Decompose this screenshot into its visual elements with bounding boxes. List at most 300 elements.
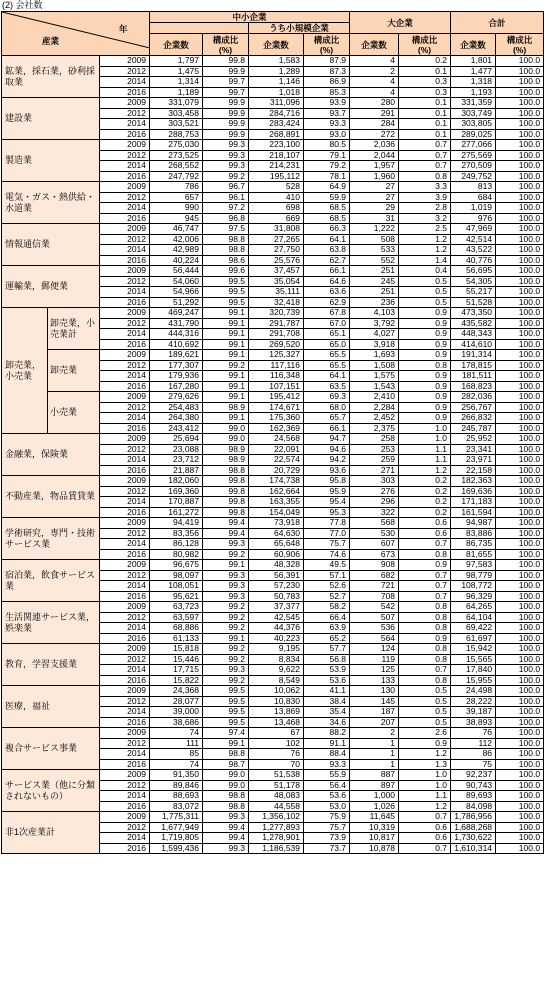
cell-small-ratio: 35.4 bbox=[304, 707, 350, 718]
cell-sme-ratio: 99.2 bbox=[203, 623, 249, 634]
cell-total-ratio: 100.0 bbox=[496, 791, 544, 802]
cell-total-count: 303,749 bbox=[451, 108, 496, 119]
cell-sme-ratio: 99.3 bbox=[203, 591, 249, 602]
cell-year: 2012 bbox=[100, 318, 150, 329]
cell-large-count: 533 bbox=[350, 245, 399, 256]
cell-total-count: 331,359 bbox=[451, 98, 496, 109]
table-row bbox=[2, 560, 544, 571]
cell-sme-count: 167,280 bbox=[150, 381, 203, 392]
cell-total-count: 86 bbox=[451, 749, 496, 760]
cell-sme-ratio: 99.8 bbox=[203, 507, 249, 518]
cell-small-count: 31,808 bbox=[249, 224, 304, 235]
cell-sme-count: 247,792 bbox=[150, 171, 203, 182]
cell-small-ratio: 62.9 bbox=[304, 297, 350, 308]
cell-small-count: 175,360 bbox=[249, 413, 304, 424]
cell-sme-ratio: 99.8 bbox=[203, 497, 249, 508]
cell-large-ratio: 0.8 bbox=[399, 612, 451, 623]
cell-large-count: 1,960 bbox=[350, 171, 399, 182]
cell-sme-ratio: 99.5 bbox=[203, 686, 249, 697]
cell-sme-count: 15,818 bbox=[150, 644, 203, 655]
cell-small-count: 1,018 bbox=[249, 87, 304, 98]
cell-large-ratio: 1.1 bbox=[399, 444, 451, 455]
cell-small-count: 125,327 bbox=[249, 350, 304, 361]
cell-year: 2012 bbox=[100, 234, 150, 245]
cell-large-count: 124 bbox=[350, 644, 399, 655]
cell-large-ratio: 0.8 bbox=[399, 171, 451, 182]
table-row bbox=[2, 686, 544, 697]
cell-small-count: 76 bbox=[249, 749, 304, 760]
header-small-ratio: 構成比 (%) bbox=[304, 34, 350, 56]
cell-sme-count: 303,521 bbox=[150, 119, 203, 130]
cell-small-ratio: 65.1 bbox=[304, 329, 350, 340]
cell-small-count: 163,355 bbox=[249, 497, 304, 508]
cell-total-ratio: 100.0 bbox=[496, 413, 544, 424]
industry-label: 製造業 bbox=[2, 140, 100, 182]
cell-small-ratio: 91.1 bbox=[304, 738, 350, 749]
header-large-count: 企業数 bbox=[350, 34, 399, 56]
cell-small-ratio: 57.7 bbox=[304, 644, 350, 655]
cell-sme-count: 95,621 bbox=[150, 591, 203, 602]
cell-large-ratio: 1.1 bbox=[399, 791, 451, 802]
cell-sme-ratio: 99.9 bbox=[203, 119, 249, 130]
cell-sme-count: 303,458 bbox=[150, 108, 203, 119]
cell-small-count: 1,146 bbox=[249, 77, 304, 88]
table-header bbox=[2, 12, 544, 56]
cell-large-ratio: 0.5 bbox=[399, 276, 451, 287]
industry-label: サービス業（他に分類されないもの） bbox=[2, 770, 100, 812]
cell-large-count: 2,036 bbox=[350, 140, 399, 151]
cell-large-count: 119 bbox=[350, 654, 399, 665]
cell-total-ratio: 100.0 bbox=[496, 654, 544, 665]
cell-year: 2014 bbox=[100, 245, 150, 256]
industry-label: 非1次産業計 bbox=[2, 812, 100, 854]
cell-year: 2012 bbox=[100, 822, 150, 833]
cell-small-ratio: 64.9 bbox=[304, 182, 350, 193]
cell-small-ratio: 66.1 bbox=[304, 423, 350, 434]
cell-total-ratio: 100.0 bbox=[496, 749, 544, 760]
cell-small-count: 50,783 bbox=[249, 591, 304, 602]
cell-large-count: 253 bbox=[350, 444, 399, 455]
cell-large-count: 908 bbox=[350, 560, 399, 571]
cell-small-ratio: 52.7 bbox=[304, 591, 350, 602]
cell-small-ratio: 57.1 bbox=[304, 570, 350, 581]
cell-large-ratio: 1.0 bbox=[399, 423, 451, 434]
table-row bbox=[2, 728, 544, 739]
header-sme: 中小企業 bbox=[150, 12, 350, 23]
cell-small-count: 311,096 bbox=[249, 98, 304, 109]
cell-year: 2012 bbox=[100, 486, 150, 497]
cell-small-ratio: 80.5 bbox=[304, 140, 350, 151]
cell-total-ratio: 100.0 bbox=[496, 591, 544, 602]
cell-large-count: 1 bbox=[350, 749, 399, 760]
cell-large-count: 29 bbox=[350, 203, 399, 214]
cell-year: 2016 bbox=[100, 423, 150, 434]
cell-sme-ratio: 99.2 bbox=[203, 644, 249, 655]
cell-small-ratio: 67.8 bbox=[304, 308, 350, 319]
cell-year: 2012 bbox=[100, 360, 150, 371]
cell-sme-ratio: 99.1 bbox=[203, 738, 249, 749]
cell-total-ratio: 100.0 bbox=[496, 633, 544, 644]
header-large-ratio: 構成比 (%) bbox=[399, 34, 451, 56]
cell-large-count: 708 bbox=[350, 591, 399, 602]
cell-small-count: 10,830 bbox=[249, 696, 304, 707]
cell-small-count: 51,178 bbox=[249, 780, 304, 791]
cell-year: 2014 bbox=[100, 119, 150, 130]
cell-large-count: 4 bbox=[350, 87, 399, 98]
cell-total-count: 245,787 bbox=[451, 423, 496, 434]
cell-large-count: 187 bbox=[350, 707, 399, 718]
cell-sme-count: 1,599,436 bbox=[150, 843, 203, 854]
industry-label: 金融業，保険業 bbox=[2, 434, 100, 476]
cell-sme-ratio: 99.2 bbox=[203, 360, 249, 371]
cell-small-ratio: 53.6 bbox=[304, 675, 350, 686]
cell-large-ratio: 0.1 bbox=[399, 98, 451, 109]
cell-year: 2009 bbox=[100, 98, 150, 109]
cell-large-ratio: 0.1 bbox=[399, 66, 451, 77]
cell-sme-count: 96,675 bbox=[150, 560, 203, 571]
cell-small-count: 40,223 bbox=[249, 633, 304, 644]
company-count-table-wrapper bbox=[1, 11, 543, 854]
cell-large-count: 145 bbox=[350, 696, 399, 707]
cell-small-count: 32,418 bbox=[249, 297, 304, 308]
cell-total-count: 42,514 bbox=[451, 234, 496, 245]
cell-large-ratio: 0.8 bbox=[399, 549, 451, 560]
header-sme-ratio: 構成比 (%) bbox=[203, 34, 249, 56]
cell-sme-count: 85 bbox=[150, 749, 203, 760]
cell-large-ratio: 0.8 bbox=[399, 623, 451, 634]
cell-total-count: 1,688,268 bbox=[451, 822, 496, 833]
cell-large-count: 1,000 bbox=[350, 791, 399, 802]
cell-large-ratio: 0.7 bbox=[399, 140, 451, 151]
cell-sme-count: 74 bbox=[150, 759, 203, 770]
cell-sme-count: 80,982 bbox=[150, 549, 203, 560]
cell-small-count: 44,376 bbox=[249, 623, 304, 634]
cell-large-ratio: 1.0 bbox=[399, 434, 451, 445]
cell-large-ratio: 0.1 bbox=[399, 119, 451, 130]
cell-large-ratio: 0.6 bbox=[399, 528, 451, 539]
cell-total-ratio: 100.0 bbox=[496, 402, 544, 413]
cell-total-count: 61,697 bbox=[451, 633, 496, 644]
cell-sme-count: 288,753 bbox=[150, 129, 203, 140]
cell-sme-ratio: 97.2 bbox=[203, 203, 249, 214]
cell-small-count: 51,538 bbox=[249, 770, 304, 781]
industry-label: 不動産業，物品賃貸業 bbox=[2, 476, 100, 518]
cell-large-ratio: 0.9 bbox=[399, 738, 451, 749]
cell-sme-count: 170,887 bbox=[150, 497, 203, 508]
cell-total-ratio: 100.0 bbox=[496, 150, 544, 161]
cell-large-count: 276 bbox=[350, 486, 399, 497]
cell-total-count: 249,752 bbox=[451, 171, 496, 182]
cell-small-ratio: 88.4 bbox=[304, 749, 350, 760]
cell-small-count: 8,549 bbox=[249, 675, 304, 686]
cell-large-ratio: 1.4 bbox=[399, 255, 451, 266]
cell-small-count: 116,348 bbox=[249, 371, 304, 382]
cell-sme-ratio: 99.2 bbox=[203, 602, 249, 613]
cell-large-count: 303 bbox=[350, 476, 399, 487]
cell-small-count: 102 bbox=[249, 738, 304, 749]
cell-small-ratio: 73.7 bbox=[304, 843, 350, 854]
cell-small-ratio: 41.1 bbox=[304, 686, 350, 697]
cell-large-count: 125 bbox=[350, 665, 399, 676]
cell-sme-count: 74 bbox=[150, 728, 203, 739]
cell-large-ratio: 0.8 bbox=[399, 360, 451, 371]
cell-small-ratio: 64.6 bbox=[304, 276, 350, 287]
cell-small-ratio: 77.0 bbox=[304, 528, 350, 539]
cell-sme-ratio: 99.3 bbox=[203, 570, 249, 581]
cell-sme-count: 990 bbox=[150, 203, 203, 214]
cell-total-count: 43,522 bbox=[451, 245, 496, 256]
cell-total-ratio: 100.0 bbox=[496, 161, 544, 172]
cell-year: 2012 bbox=[100, 444, 150, 455]
cell-large-count: 1 bbox=[350, 738, 399, 749]
cell-large-count: 1,222 bbox=[350, 224, 399, 235]
cell-year: 2009 bbox=[100, 392, 150, 403]
cell-large-ratio: 0.9 bbox=[399, 402, 451, 413]
cell-total-count: 55,217 bbox=[451, 287, 496, 298]
cell-total-ratio: 100.0 bbox=[496, 780, 544, 791]
cell-small-ratio: 68.5 bbox=[304, 213, 350, 224]
cell-total-count: 23,341 bbox=[451, 444, 496, 455]
sub-industry-label: 卸売業 bbox=[48, 350, 100, 392]
cell-large-ratio: 0.9 bbox=[399, 339, 451, 350]
cell-sme-count: 275,030 bbox=[150, 140, 203, 151]
cell-large-ratio: 0.5 bbox=[399, 686, 451, 697]
cell-large-count: 251 bbox=[350, 266, 399, 277]
cell-sme-ratio: 99.0 bbox=[203, 770, 249, 781]
cell-small-count: 35,054 bbox=[249, 276, 304, 287]
cell-small-ratio: 66.4 bbox=[304, 612, 350, 623]
cell-sme-ratio: 99.9 bbox=[203, 98, 249, 109]
cell-small-ratio: 79.2 bbox=[304, 161, 350, 172]
cell-sme-count: 1,677,949 bbox=[150, 822, 203, 833]
cell-small-count: 320,739 bbox=[249, 308, 304, 319]
industry-label: 電気・ガス・熱供給・水道業 bbox=[2, 182, 100, 224]
cell-large-count: 130 bbox=[350, 686, 399, 697]
cell-large-ratio: 0.6 bbox=[399, 833, 451, 844]
company-count-table bbox=[1, 11, 544, 854]
table-row bbox=[2, 308, 544, 319]
cell-small-ratio: 75.9 bbox=[304, 812, 350, 823]
cell-total-count: 28,222 bbox=[451, 696, 496, 707]
cell-large-ratio: 3.2 bbox=[399, 213, 451, 224]
cell-small-ratio: 93.6 bbox=[304, 465, 350, 476]
cell-year: 2014 bbox=[100, 791, 150, 802]
cell-sme-ratio: 99.8 bbox=[203, 56, 249, 67]
cell-year: 2014 bbox=[100, 539, 150, 550]
cell-total-ratio: 100.0 bbox=[496, 98, 544, 109]
cell-large-ratio: 0.5 bbox=[399, 297, 451, 308]
cell-large-ratio: 0.9 bbox=[399, 318, 451, 329]
cell-sme-count: 268,552 bbox=[150, 161, 203, 172]
cell-large-count: 133 bbox=[350, 675, 399, 686]
cell-total-count: 1,193 bbox=[451, 87, 496, 98]
cell-small-ratio: 88.2 bbox=[304, 728, 350, 739]
cell-year: 2016 bbox=[100, 549, 150, 560]
table-row bbox=[2, 392, 544, 403]
cell-large-ratio: 0.7 bbox=[399, 591, 451, 602]
cell-total-ratio: 100.0 bbox=[496, 339, 544, 350]
cell-year: 2014 bbox=[100, 707, 150, 718]
cell-large-count: 2 bbox=[350, 728, 399, 739]
cell-year: 2012 bbox=[100, 528, 150, 539]
industry-label: 情報通信業 bbox=[2, 224, 100, 266]
cell-total-ratio: 100.0 bbox=[496, 266, 544, 277]
industry-label: 学術研究，専門・技術サービス業 bbox=[2, 518, 100, 560]
cell-sme-ratio: 99.1 bbox=[203, 339, 249, 350]
cell-total-count: 40,776 bbox=[451, 255, 496, 266]
cell-small-ratio: 69.3 bbox=[304, 392, 350, 403]
cell-sme-count: 24,368 bbox=[150, 686, 203, 697]
cell-sme-ratio: 99.4 bbox=[203, 518, 249, 529]
cell-sme-count: 469,247 bbox=[150, 308, 203, 319]
cell-small-count: 57,230 bbox=[249, 581, 304, 592]
cell-year: 2012 bbox=[100, 192, 150, 203]
header-total: 合計 bbox=[451, 12, 544, 34]
cell-year: 2016 bbox=[100, 759, 150, 770]
cell-sme-ratio: 99.9 bbox=[203, 108, 249, 119]
industry-label: 卸売業，小売業 bbox=[2, 308, 48, 434]
cell-total-ratio: 100.0 bbox=[496, 801, 544, 812]
cell-total-count: 178,815 bbox=[451, 360, 496, 371]
cell-sme-ratio: 99.3 bbox=[203, 581, 249, 592]
cell-large-count: 887 bbox=[350, 770, 399, 781]
cell-small-ratio: 75.7 bbox=[304, 539, 350, 550]
cell-large-count: 721 bbox=[350, 581, 399, 592]
cell-total-count: 25,952 bbox=[451, 434, 496, 445]
cell-year: 2016 bbox=[100, 507, 150, 518]
cell-large-ratio: 1.0 bbox=[399, 770, 451, 781]
cell-sme-ratio: 99.3 bbox=[203, 539, 249, 550]
cell-sme-ratio: 99.3 bbox=[203, 665, 249, 676]
cell-large-count: 2,452 bbox=[350, 413, 399, 424]
cell-total-count: 270,509 bbox=[451, 161, 496, 172]
cell-small-count: 10,062 bbox=[249, 686, 304, 697]
cell-total-count: 15,955 bbox=[451, 675, 496, 686]
cell-large-ratio: 0.9 bbox=[399, 308, 451, 319]
cell-large-count: 27 bbox=[350, 192, 399, 203]
cell-small-ratio: 53.0 bbox=[304, 801, 350, 812]
cell-total-count: 15,942 bbox=[451, 644, 496, 655]
cell-total-count: 171,183 bbox=[451, 497, 496, 508]
cell-total-ratio: 100.0 bbox=[496, 497, 544, 508]
cell-large-ratio: 0.7 bbox=[399, 539, 451, 550]
cell-small-ratio: 95.8 bbox=[304, 476, 350, 487]
cell-sme-count: 273,525 bbox=[150, 150, 203, 161]
cell-total-count: 161,594 bbox=[451, 507, 496, 518]
cell-year: 2009 bbox=[100, 350, 150, 361]
cell-sme-ratio: 98.8 bbox=[203, 234, 249, 245]
cell-total-ratio: 100.0 bbox=[496, 287, 544, 298]
cell-total-count: 56,695 bbox=[451, 266, 496, 277]
cell-large-ratio: 0.9 bbox=[399, 350, 451, 361]
cell-total-count: 473,350 bbox=[451, 308, 496, 319]
cell-large-ratio: 1.3 bbox=[399, 759, 451, 770]
cell-small-count: 1,277,893 bbox=[249, 822, 304, 833]
cell-sme-ratio: 98.8 bbox=[203, 801, 249, 812]
cell-small-count: 70 bbox=[249, 759, 304, 770]
cell-large-ratio: 1.2 bbox=[399, 234, 451, 245]
cell-total-ratio: 100.0 bbox=[496, 759, 544, 770]
cell-sme-ratio: 99.4 bbox=[203, 822, 249, 833]
cell-total-count: 94,987 bbox=[451, 518, 496, 529]
cell-total-count: 92,237 bbox=[451, 770, 496, 781]
cell-total-count: 1,786,956 bbox=[451, 812, 496, 823]
cell-large-ratio: 0.7 bbox=[399, 812, 451, 823]
cell-total-count: 98,779 bbox=[451, 570, 496, 581]
cell-sme-ratio: 99.3 bbox=[203, 161, 249, 172]
cell-small-count: 56,391 bbox=[249, 570, 304, 581]
cell-year: 2016 bbox=[100, 675, 150, 686]
cell-sme-count: 46,747 bbox=[150, 224, 203, 235]
cell-total-ratio: 100.0 bbox=[496, 350, 544, 361]
cell-year: 2009 bbox=[100, 56, 150, 67]
cell-total-ratio: 100.0 bbox=[496, 539, 544, 550]
cell-sme-count: 1,189 bbox=[150, 87, 203, 98]
cell-sme-count: 15,822 bbox=[150, 675, 203, 686]
cell-large-ratio: 2.8 bbox=[399, 203, 451, 214]
cell-small-ratio: 95.9 bbox=[304, 486, 350, 497]
cell-small-ratio: 65.5 bbox=[304, 360, 350, 371]
cell-large-count: 258 bbox=[350, 434, 399, 445]
cell-year: 2012 bbox=[100, 570, 150, 581]
cell-sme-ratio: 97.4 bbox=[203, 728, 249, 739]
cell-sme-ratio: 99.4 bbox=[203, 833, 249, 844]
cell-small-ratio: 58.2 bbox=[304, 602, 350, 613]
header-sme-count: 企業数 bbox=[150, 34, 203, 56]
cell-small-ratio: 67.0 bbox=[304, 318, 350, 329]
cell-total-count: 266,832 bbox=[451, 413, 496, 424]
sub-industry-label: 小売業 bbox=[48, 392, 100, 434]
cell-large-ratio: 0.6 bbox=[399, 822, 451, 833]
cell-large-ratio: 2.5 bbox=[399, 224, 451, 235]
cell-small-ratio: 93.7 bbox=[304, 108, 350, 119]
cell-year: 2014 bbox=[100, 623, 150, 634]
cell-total-count: 51,528 bbox=[451, 297, 496, 308]
table-row bbox=[2, 434, 544, 445]
cell-year: 2009 bbox=[100, 224, 150, 235]
cell-sme-count: 1,719,805 bbox=[150, 833, 203, 844]
cell-total-ratio: 100.0 bbox=[496, 423, 544, 434]
cell-total-ratio: 100.0 bbox=[496, 675, 544, 686]
cell-total-ratio: 100.0 bbox=[496, 833, 544, 844]
cell-total-ratio: 100.0 bbox=[496, 560, 544, 571]
table-row bbox=[2, 476, 544, 487]
cell-year: 2012 bbox=[100, 738, 150, 749]
cell-total-count: 1,730,622 bbox=[451, 833, 496, 844]
table-row bbox=[2, 98, 544, 109]
cell-small-ratio: 93.3 bbox=[304, 119, 350, 130]
cell-sme-ratio: 99.3 bbox=[203, 150, 249, 161]
cell-small-count: 218,107 bbox=[249, 150, 304, 161]
cell-large-ratio: 2.6 bbox=[399, 728, 451, 739]
cell-small-count: 64,630 bbox=[249, 528, 304, 539]
cell-total-count: 448,343 bbox=[451, 329, 496, 340]
cell-total-count: 191,314 bbox=[451, 350, 496, 361]
cell-total-ratio: 100.0 bbox=[496, 486, 544, 497]
cell-sme-ratio: 96.1 bbox=[203, 192, 249, 203]
cell-small-count: 9,622 bbox=[249, 665, 304, 676]
cell-sme-ratio: 99.5 bbox=[203, 297, 249, 308]
cell-total-count: 684 bbox=[451, 192, 496, 203]
cell-large-ratio: 1.1 bbox=[399, 455, 451, 466]
cell-total-ratio: 100.0 bbox=[496, 224, 544, 235]
cell-large-count: 1,575 bbox=[350, 371, 399, 382]
cell-large-count: 259 bbox=[350, 455, 399, 466]
cell-total-ratio: 100.0 bbox=[496, 623, 544, 634]
cell-year: 2014 bbox=[100, 665, 150, 676]
cell-sme-count: 17,715 bbox=[150, 665, 203, 676]
cell-total-ratio: 100.0 bbox=[496, 570, 544, 581]
